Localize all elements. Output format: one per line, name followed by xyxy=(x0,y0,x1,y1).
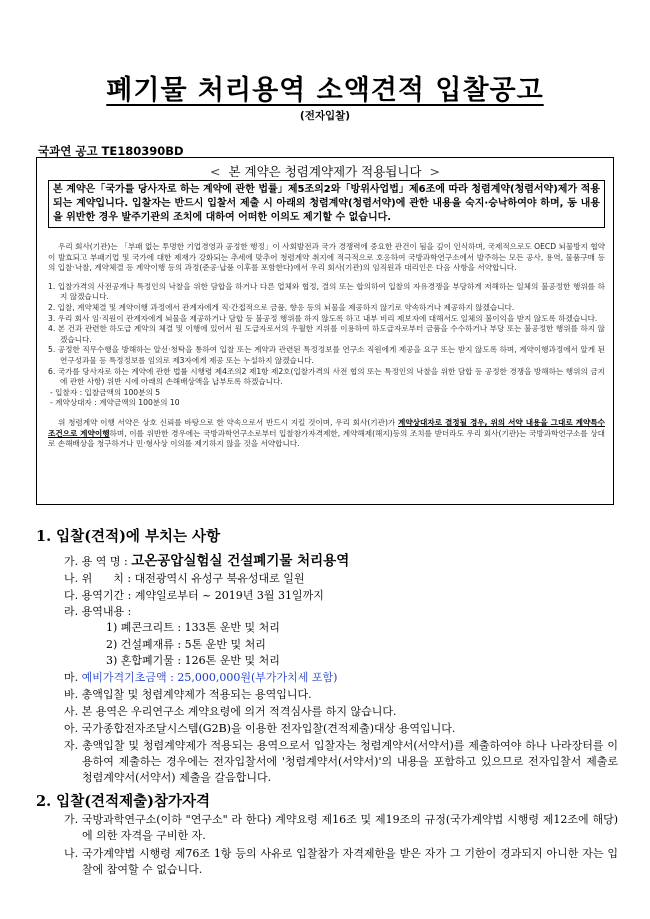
item-a: 아. 국가종합전자조달시스템(G2B)을 이용한 전자입찰(견적제출)대상 용역입니다. xyxy=(64,722,456,735)
service-name-value: 고온공압실험실 건설폐기물 처리용역 xyxy=(131,553,350,569)
price-value: 예비가격기초금액 : 25,000,000원(부가가치세 포함) xyxy=(81,671,338,684)
location-row xyxy=(64,571,618,587)
pledge-statement: 본 계약은「국가를 당사자로 하는 계약에 관한 법률」제5조의2와「방위사업법」제6조에 따라 청렴계약(청렴서약)제가 적용되는 계약입니다. 입찰자는 반드시 입찰서 제출 시 아래의 청렴계약(청렴서약)에 관한 내용을 숙지·승낙하여야 하며, 동 내용을 위반한 경우 발주기관의 조치에 대하여 어떠한 이의도 제기할 수 없습니다. xyxy=(48,180,605,228)
item-ja: 자. 총액입찰 및 청렴계약제가 적용되는 용역으로서 입찰자는 청렴계약서(서약서)를 제출하여야 하나 나라장터를 이용하여 제출하는 경우에는 전자입찰서에 '청렴계약서(서약서)'의 내용을 포함하고 있으므로 전자입찰서 제출로 청렴계약서(서약서) 제출을 갈음합니다. xyxy=(64,739,618,784)
item-ba: 바. 총액입찰 및 청렴계약제가 적용되는 용역입니다. xyxy=(64,688,312,701)
caption-open-bracket: < xyxy=(210,164,221,179)
pledge-body xyxy=(48,242,605,450)
price-prefix: 마. xyxy=(64,671,79,684)
content-item: 3) 혼합폐기물 : 126톤 운반 및 처리 xyxy=(106,654,280,667)
pledge-sub-item: - 입찰자 : 입찰금액의 100분의 5 xyxy=(50,387,161,397)
service-name-label: 가. 용 역 명 : xyxy=(64,555,128,568)
page-title: 폐기물 처리용역 소액견적 입찰공고 xyxy=(106,75,544,106)
period-row xyxy=(64,588,618,604)
content-item: 2) 건설폐재류 : 5톤 운반 및 처리 xyxy=(106,638,266,651)
pledge-intro: 우리 회사(기관)는 「부패 없는 투명한 기업경영과 공정한 행정」이 사회발전과 국가 경쟁력에 중요한 관건이 됨을 깊이 인식하며, 국제적으로도 OECD 뇌물방지 협약이 발효되고 부패기업 및 국가에 대한 제재가 강화되는 추세에 맞추어 청렴계약 취지에 적극적으로 호응하여 국방과학연구소에서 발주하는 모든 공사, 용역, 물품구매 등의 입찰·낙찰, 계약체결 등 계약이행 등의 과정(준공·납품 이후를 포함한다)에서 우리 회사(기관)의 임직원과 대리인은 다음 사항을 서약합니다. xyxy=(48,242,605,273)
page-subtitle: (전자입찰) xyxy=(299,110,351,122)
content-label: 라. 용역내용 : xyxy=(64,605,132,618)
pledge-item: 4. 본 건과 관련한 하도급 계약의 체결 및 이행에 있어서 원 도급자로서의 우월한 지위를 이용하여 하도급자로부터 금품을 수수하거나 부당 또는 불공정한 행위를 하지 않겠습니다. xyxy=(48,324,605,344)
qualification-na: 나. 국가계약법 시행령 제76조 1항 등의 사유로 입찰참가 자격제한을 받은 자가 그 기한이 경과되지 아니한 자는 입찰에 참여할 수 없습니다. xyxy=(64,847,618,876)
caption-text: 본 계약은 청렴계약제가 적용됩니다 xyxy=(228,164,422,179)
notice-number: 국과연 공고 TE180390BD xyxy=(38,144,184,158)
content-item: 1) 폐콘크리트 : 133톤 운반 및 처리 xyxy=(106,621,280,634)
box-caption xyxy=(37,162,613,180)
service-name-row xyxy=(64,553,618,570)
caption-close-bracket: > xyxy=(429,164,440,179)
pledge-closing: 위 청렴계약 이행 서약은 상호 신뢰를 바탕으로 한 약속으로서 반드시 지킬 것이며, 우리 회사(기관)가 계약상대자로 결정될 경우, 위의 서약 내용을 그대로 계약특수조건으로 계약이행하며, 이를 위반한 경우에는 국방과학연구소로부터 입찰참가자격제한, 계약해제(해지)등의 조치를 받더라도 우리 회사(기관)는 국방과학연구소를 상대로 손해배상을 청구하거나 민·형사상 이의를 제기하지 않을 것을 서약합니다. xyxy=(48,417,606,449)
pledge-item: 3. 우리 회사 임·직원이 관계자에게 뇌물을 제공하거나 담합 등 불공정 행위를 하지 않도록 하고 내부 비리 제보자에 대해서도 일체의 불이익을 받지 않도록 하겠습니다. xyxy=(48,313,598,323)
location-label: 나. 위 치 : xyxy=(64,572,132,585)
pledge-item: 6. 국가를 당사자로 하는 계약에 관한 법률 시행령 제4조의2 제1항 제2호(입찰가격의 사전 협의 또는 특정인의 낙찰을 위한 담합 등 공정한 경쟁을 방해하는 행위의 금지에 관한 사항) 위반 시에 아래의 손해배상액을 납부토록 하겠습니다. xyxy=(48,366,605,387)
integrity-contract-box xyxy=(36,157,614,505)
section-1-heading: 1. 입찰(견적)에 부치는 사항 xyxy=(36,528,221,545)
pledge-item: 2. 입찰, 계약체결 및 계약이행 과정에서 관계자에게 직·간접적으로 금품, 향응 등의 뇌물을 제공하지 않기로 약속하거나 제공하지 않겠습니다. xyxy=(48,302,515,312)
period-label: 다. 용역기간 : xyxy=(64,589,132,602)
qualification-ga: 가. 국방과학연구소(이하 "연구소" 라 한다) 계약요령 제16조 및 제19조의 규정(국가계약법 시행령 제12조에 해당)에 의한 자격을 구비한 자. xyxy=(64,813,618,842)
period-value: 계약일로부터 ~ 2019년 3월 31일까지 xyxy=(134,589,324,602)
pledge-sub-item: - 계약상대자 : 계약금액의 100분의 10 xyxy=(50,398,180,408)
location-value: 대전광역시 유성구 북유성대로 일원 xyxy=(134,572,305,585)
item-sa: 사. 본 용역은 우리연구소 계약요령에 의거 적격심사를 하지 않습니다. xyxy=(64,705,397,718)
price-row xyxy=(64,670,618,686)
pledge-list xyxy=(48,282,605,409)
pledge-closing-emphasis: 계약상대자로 결정될 경우, 위의 서약 내용을 그대로 계약특수조건으로 계약이행 xyxy=(48,417,605,438)
pledge-item: 5. 공정한 직무수행을 방해하는 알선·청탁을 통하여 입찰 또는 계약과 관련된 특정정보를 연구소 직원에게 제공을 요구 또는 받지 않도록 하며, 계약이행과정에서 알게 된 연구성과물 등 특정정보를 임의로 제3자에게 제공 또는 누설하지 않겠습니다. xyxy=(48,345,605,365)
pledge-item: 1. 입찰가격의 사전공개나 특정인의 낙찰을 위한 담합을 하거나 다른 업체와 협정, 결의 또는 합의하여 입찰의 자유경쟁을 부당하게 저해하는 일체의 불공정한 행위를 하지 않겠습니다. xyxy=(48,281,605,302)
section-2-heading: 2. 입찰(견적제출)참가자격 xyxy=(36,793,210,810)
